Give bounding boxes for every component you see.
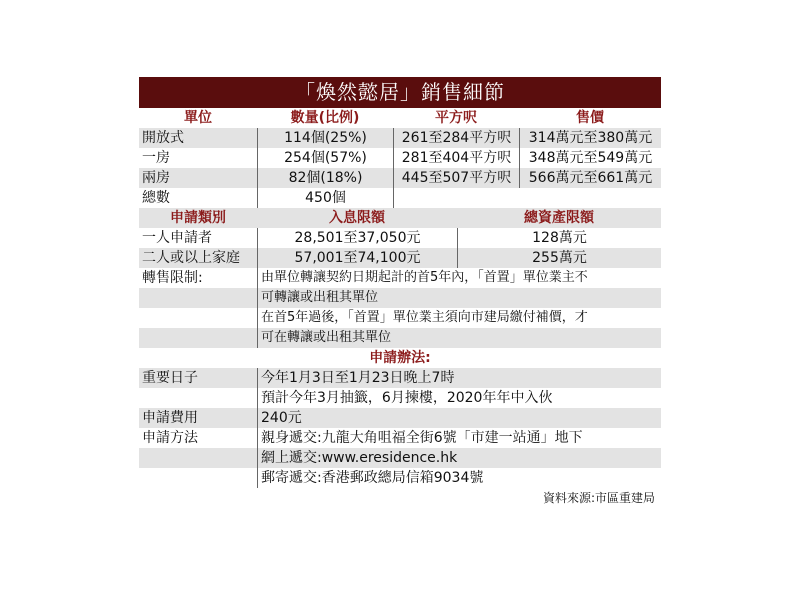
empty-cell — [139, 328, 257, 348]
fee-label: 申請費用 — [142, 410, 198, 426]
method-row — [139, 448, 661, 468]
eligibility-category: 二人或以上家庭 — [142, 250, 240, 266]
table-row — [139, 228, 661, 248]
resale-text: 在首5年過後，「首置」單位業主須向市建局繳付補價，才 — [257, 308, 661, 328]
empty-cell — [139, 308, 257, 328]
eligibility-income: 57,001至74,100元 — [257, 248, 457, 268]
header-income: 入息限額 — [329, 210, 385, 226]
unit-type: 一房 — [142, 150, 170, 166]
header-area: 平方呎 — [435, 110, 477, 126]
table-row — [139, 248, 661, 268]
header-category: 申請類別 — [170, 210, 226, 226]
resale-text: 可在轉讓或出租其單位 — [257, 328, 661, 348]
unit-area: 445至507平方呎 — [393, 168, 519, 188]
empty-cell — [139, 468, 257, 488]
table-row — [139, 148, 661, 168]
resale-label: 轉售限制: — [142, 270, 203, 286]
unit-count: 254個(57%) — [257, 148, 393, 168]
empty-cell — [139, 448, 257, 468]
empty-cell — [519, 188, 661, 208]
unit-price: 314萬元至380萬元 — [519, 128, 661, 148]
fee-value: 240元 — [257, 408, 661, 428]
empty-cell — [139, 288, 257, 308]
unit-type: 兩房 — [142, 170, 170, 186]
total-label: 總數 — [142, 190, 170, 206]
resale-text: 由單位轉讓契約日期起計的首5年內，「首置」單位業主不 — [257, 268, 661, 288]
application-heading-row — [139, 348, 661, 368]
eligibility-assets: 255萬元 — [457, 248, 661, 268]
unit-area: 281至404平方呎 — [393, 148, 519, 168]
eligibility-header-row — [139, 208, 661, 228]
method-row — [139, 468, 661, 488]
application-heading: 申請辦法: — [369, 350, 431, 366]
fee-row — [139, 408, 661, 428]
sales-details-table — [139, 77, 661, 508]
method-text: 親身遞交:九龍大角咀福全街6號「市建一站通」地下 — [257, 428, 661, 448]
header-assets: 總資產限額 — [524, 210, 594, 226]
units-header-row — [139, 108, 661, 128]
table-row — [139, 128, 661, 148]
unit-count: 82個(18%) — [257, 168, 393, 188]
total-value: 450個 — [257, 188, 393, 208]
resale-row — [139, 268, 661, 288]
table-row — [139, 168, 661, 188]
header-price: 售價 — [576, 110, 604, 126]
header-count: 數量(比例) — [290, 110, 360, 126]
method-label: 申請方法 — [142, 430, 198, 446]
dates-row — [139, 368, 661, 388]
empty-cell — [393, 188, 519, 208]
unit-price: 348萬元至549萬元 — [519, 148, 661, 168]
unit-type: 開放式 — [142, 130, 184, 146]
unit-count: 114個(25%) — [257, 128, 393, 148]
unit-price: 566萬元至661萬元 — [519, 168, 661, 188]
dates-row — [139, 388, 661, 408]
unit-area: 261至284平方呎 — [393, 128, 519, 148]
source-note: 資料來源:市區重建局 — [542, 491, 655, 505]
resale-row — [139, 328, 661, 348]
total-row — [139, 188, 661, 208]
eligibility-category: 一人申請者 — [142, 230, 212, 246]
method-text: 郵寄遞交:香港郵政總局信箱9034號 — [257, 468, 661, 488]
eligibility-income: 28,501至37,050元 — [257, 228, 457, 248]
dates-text: 今年1月3日至1月23日晚上7時 — [257, 368, 661, 388]
header-unit: 單位 — [184, 110, 212, 126]
resale-row — [139, 308, 661, 328]
eligibility-assets: 128萬元 — [457, 228, 661, 248]
dates-label: 重要日子 — [142, 370, 198, 386]
resale-text: 可轉讓或出租其單位 — [257, 288, 661, 308]
empty-cell — [139, 388, 257, 408]
dates-text: 預計今年3月抽籤，6月揀樓，2020年年中入伙 — [257, 388, 661, 408]
method-row — [139, 428, 661, 448]
table-title: 「煥然懿居」銷售細節 — [139, 77, 661, 108]
method-text: 網上遞交:www.eresidence.hk — [257, 448, 661, 468]
resale-row — [139, 288, 661, 308]
